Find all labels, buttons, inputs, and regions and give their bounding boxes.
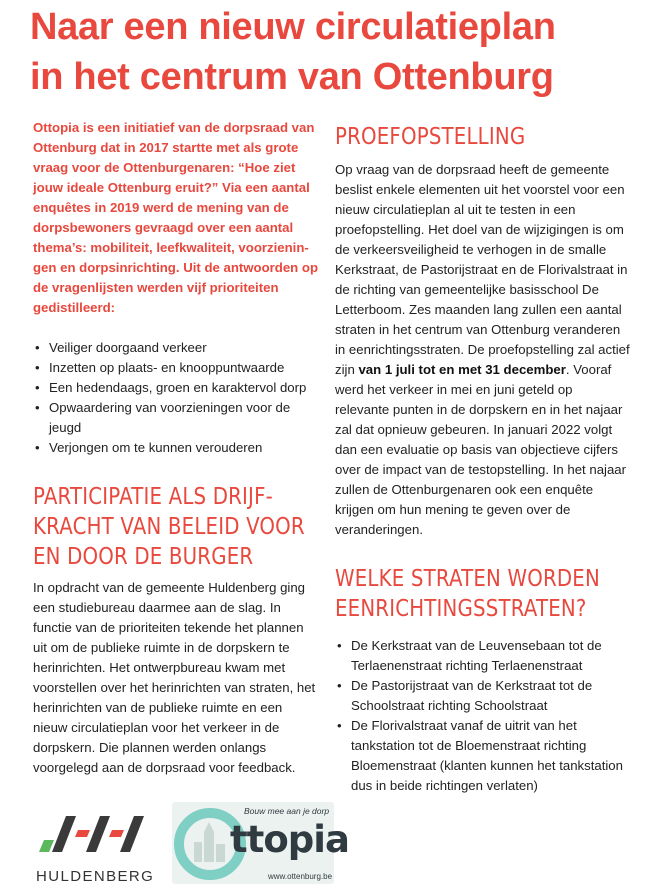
- proef-text-before: Op vraag van de dorpsraad heeft de gemeente beslist enkele elementen uit het voorstel voor een nieuw circulatieplan al uit te testen in een proefopstelling. Het doel van de wijzigingen is om de verkeersveiligheid te verhogen in de smalle Kerkstraat, de Pastorijstraat en de Florivalstraat in de richting van gemeentelijke basisschool De Letterboom. Zes maanden lang zullen een aantal straten in het centrum van Ottenburg veranderen in eenrichtingsstraten. De proefopstelling zal actief zijn: [335, 162, 630, 377]
- list-item: • Veiliger doorgaand verkeer: [33, 338, 318, 358]
- list-item: • De Kerkstraat van de Leuvensebaan tot de Terlaenenstraat richting Terlaenenstraat: [335, 636, 630, 676]
- huldenberg-logo: [36, 806, 158, 886]
- proef-paragraph: [335, 160, 630, 540]
- ottopia-url: www.ottenburg.be: [268, 872, 333, 881]
- proef-heading: PROEFOPSTELLING: [335, 124, 526, 150]
- intro-paragraph: Ottopia is een initiatief van de dorpsraad van Ottenburg dat in 2017 startte met als grote vraag voor de Ottenburgenaren: “Hoe ziet jouw ideale Ottenburg eruit?” Via een aantal enquêtes in 2019 werd de mening van de dorpsbewoners gevraagd over een aantal thema’s: mobiliteit, leefkwaliteit, voorzieningen en dorpsinrichting. Uit de antwoorden op de vragenlijsten werden vijf prioriteiten gedistilleerd:: [33, 120, 318, 315]
- list-item: • De Pastorijstraat van de Kerkstraat tot de Schoolstraat richting Schoolstraat: [335, 676, 630, 716]
- list-item: • Een hedendaags, groen en karaktervol dorp: [33, 378, 318, 398]
- title-line-1: Naar een nieuw circulatieplan: [30, 6, 556, 48]
- list-item: • Inzetten op plaats- en knooppuntwaarde: [33, 358, 318, 378]
- left-column: [33, 118, 318, 778]
- list-item: • Opwaardering van voorzieningen voor de jeugd: [33, 398, 318, 438]
- proef-dates: van 1 juli tot en met 31 december: [358, 362, 566, 377]
- ottopia-wordmark: ttopia: [230, 818, 349, 861]
- title-line-2: in het centrum van Ottenburg: [30, 56, 554, 98]
- page-title: [30, 2, 640, 102]
- ottopia-logo: [172, 802, 349, 884]
- straten-heading: WELKE STRATEN WORDEN EENRICHTINGSSTRATEN?: [335, 566, 600, 622]
- list-item: • De Florivalstraat vanaf de uitrit van het tankstation tot de Bloemenstraat richting Bloemenstraat (klanten kunnen het tankstation dus in beide richtingen verlaten): [335, 716, 630, 796]
- participatie-heading: PARTICIPATIE ALS DRIJFKRACHT VAN BELEID VOOR EN DOOR DE BURGER: [33, 484, 305, 570]
- priorities-list: [33, 338, 318, 458]
- footer-logos: [0, 798, 652, 888]
- right-column: [335, 118, 630, 796]
- list-item: • Verjongen om te kunnen verouderen: [33, 438, 318, 458]
- ottopia-tagline: Bouw mee aan je dorp: [244, 806, 330, 816]
- huldenberg-wordmark: HULDENBERG: [36, 868, 155, 885]
- proef-text-after: . Vooraf werd het verkeer in mei en juni geteld op relevante punten in de dorpskern en in het najaar zal dat opnieuw gebeuren. In januari 2022 volgt dan een evaluatie op basis van objectieve cijfers over de impact van de testopstelling. In het najaar zullen de Ottenburgenaren ook een enquête krijgen om hun mening te geven over de veranderingen.: [335, 362, 627, 537]
- straten-list: [335, 636, 630, 796]
- participatie-paragraph: In opdracht van de gemeente Huldenberg ging een studiebureau daarmee aan de slag. In functie van de prioriteiten tekende het plannen uit om de publieke ruimte in de dorpskern te herinrichten. Het ontwerpbureau kwam met voorstellen over het herinrichten van straten, het herinrichten van de publieke ruimte en een nieuw circulatieplan voor het verkeer in de dorpskern. Die plannen werden onlangs voorgelegd aan de dorpsraad voor feedback.: [33, 580, 316, 775]
